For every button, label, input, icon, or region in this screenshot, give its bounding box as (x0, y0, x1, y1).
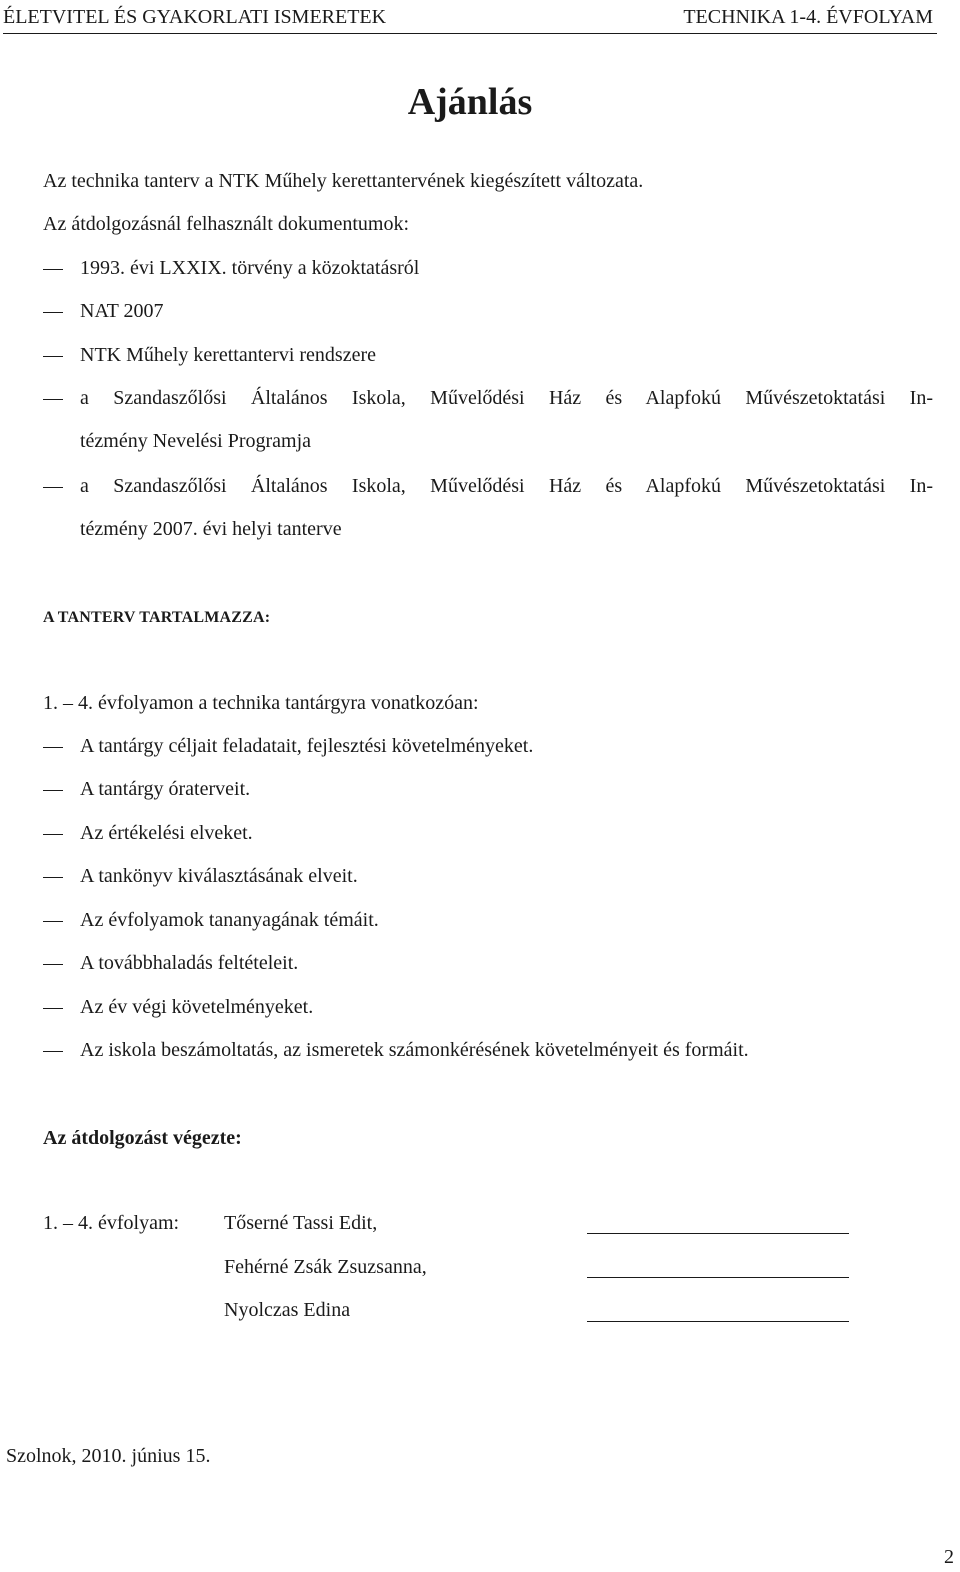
dash-bullet (43, 1051, 63, 1052)
intro-line-1: Az technika tanterv a NTK Műhely kerettantervének kiegészített változata. (43, 170, 644, 192)
dash-bullet (43, 399, 63, 400)
signature-line (587, 1321, 849, 1322)
intro-line-2: Az átdolgozásnál felhasznált dokumentumok: (43, 213, 410, 235)
header-rule (3, 33, 937, 34)
document-item-3: NTK Műhely kerettantervi rendszere (80, 344, 376, 366)
page-title: Ajánlás (407, 81, 533, 123)
dash-bullet (43, 964, 63, 965)
contents-item-6: A továbbhaladás feltételeit. (80, 952, 299, 974)
contents-item-3: Az értékelési elveket. (80, 822, 253, 844)
running-header-right: TECHNIKA 1-4. ÉVFOLYAM (683, 6, 933, 28)
dash-bullet (43, 790, 63, 791)
document-item-2: NAT 2007 (80, 300, 164, 322)
author-name-1: Tőserné Tassi Edit, (224, 1212, 378, 1234)
dash-bullet (43, 312, 63, 313)
dash-bullet (43, 747, 63, 748)
dash-bullet (43, 487, 63, 488)
contents-lead: 1. – 4. évfolyamon a technika tantárgyra vonatkozóan: (43, 692, 479, 714)
grade-label: 1. – 4. évfolyam: (43, 1212, 180, 1234)
document-item-4-line-2: tézmény Nevelési Programja (80, 430, 312, 452)
dash-bullet (43, 1008, 63, 1009)
contents-item-1: A tantárgy céljait feladatait, fejlesztési követelményeket. (80, 735, 534, 757)
contents-item-4: A tankönyv kiválasztásának elveit. (80, 865, 358, 887)
document-item-5-line-1: a Szandaszőlősi Általános Iskola, Művelődési Ház és Alapfokú Művészetoktatási In- (80, 475, 933, 497)
running-header-left: ÉLETVITEL ÉS GYAKORLATI ISMERETEK (3, 6, 387, 28)
contents-item-8: Az iskola beszámoltatás, az ismeretek számonkérésének követelményeit és formáit. (80, 1039, 749, 1061)
place-date: Szolnok, 2010. június 15. (6, 1445, 211, 1467)
dash-bullet (43, 834, 63, 835)
dash-bullet (43, 877, 63, 878)
signature-line (587, 1233, 849, 1234)
dash-bullet (43, 269, 63, 270)
contents-item-5: Az évfolyamok tananyagának témáit. (80, 909, 379, 931)
author-name-3: Nyolczas Edina (224, 1299, 351, 1321)
authors-heading: Az átdolgozást végezte: (43, 1127, 242, 1149)
contents-heading: A TANTERV TARTALMAZZA: (43, 609, 271, 626)
dash-bullet (43, 356, 63, 357)
document-item-5-line-2: tézmény 2007. évi helyi tanterve (80, 518, 342, 540)
dash-bullet (43, 921, 63, 922)
author-name-2: Fehérné Zsák Zsuzsanna, (224, 1256, 427, 1278)
document-item-4-line-1: a Szandaszőlősi Általános Iskola, Művelődési Ház és Alapfokú Művészetoktatási In- (80, 387, 933, 409)
signature-line (587, 1277, 849, 1278)
document-item-1: 1993. évi LXXIX. törvény a közoktatásról (80, 257, 420, 279)
contents-item-7: Az év végi követelményeket. (80, 996, 314, 1018)
contents-item-2: A tantárgy óraterveit. (80, 778, 251, 800)
page-number: 2 (944, 1546, 954, 1568)
